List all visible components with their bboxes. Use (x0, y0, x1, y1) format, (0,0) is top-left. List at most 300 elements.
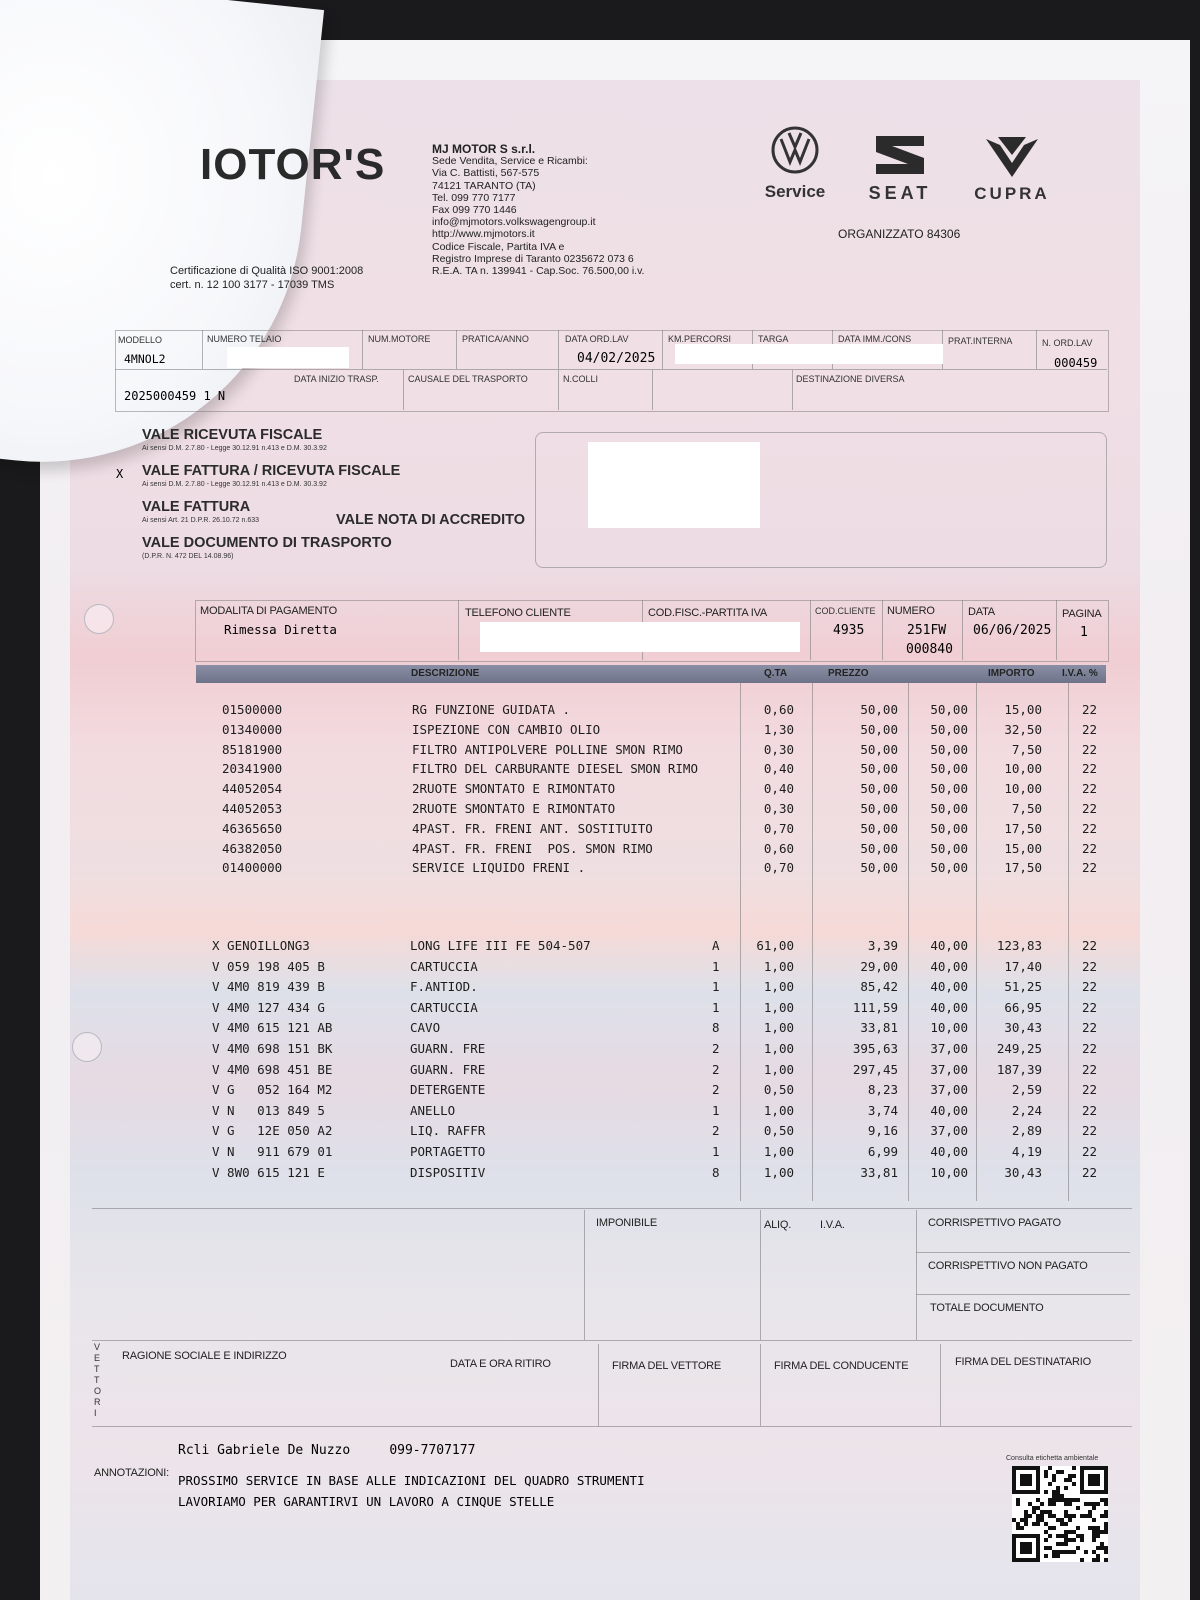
divider (403, 370, 404, 410)
seat-logo (855, 132, 945, 204)
cell-vat: 22 (1082, 860, 1098, 876)
table-row (0, 938, 1200, 958)
cell-amount: 10,00 (1004, 781, 1042, 797)
cell-code: X GENOILLONG3 (212, 938, 310, 953)
cell-description: CAVO (410, 1020, 441, 1036)
cell-amount: 32,50 (1004, 721, 1042, 737)
divider (916, 1210, 917, 1340)
qr-code[interactable] (1012, 1466, 1108, 1562)
company-line: Registro Imprese di Taranto 0235672 073 6 (432, 252, 634, 265)
divider (652, 370, 653, 410)
divider (598, 1344, 599, 1426)
cert-number: cert. n. 12 100 3177 - 17039 TMS (170, 279, 335, 291)
label-n-ord: N. ORD.LAV (1042, 338, 1093, 348)
header-descrizione: DESCRIZIONE (411, 668, 480, 679)
cell-code: V 4M0 615 121 AB (212, 1020, 333, 1036)
label-aliq: ALIQ. (764, 1219, 792, 1231)
cell-discount: 50,00 (930, 721, 968, 737)
cell-description: F.ANTIOD. (410, 979, 478, 995)
cell-description: LIQ. RAFFR (410, 1123, 486, 1139)
company-line: Sede Vendita, Service e Ricambi: (432, 155, 588, 168)
cell-class: 1 (712, 999, 720, 1015)
divider (458, 600, 459, 660)
divider (760, 1210, 761, 1340)
modello-value: 4MNOL2 (124, 352, 166, 366)
cell-price: 3,74 (867, 1102, 898, 1118)
cell-discount: 50,00 (930, 702, 968, 717)
cell-vat: 22 (1082, 840, 1098, 856)
cell-description: CARTUCCIA (410, 999, 478, 1015)
cell-vat: 22 (1082, 781, 1098, 797)
cell-vat: 22 (1082, 1102, 1098, 1118)
cell-quantity: 1,30 (763, 721, 794, 737)
cell-vat: 22 (1082, 1041, 1098, 1056)
cell-quantity: 1,00 (763, 999, 794, 1015)
option-title: VALE DOCUMENTO DI TRASPORTO (142, 535, 392, 551)
table-row (0, 979, 1200, 999)
cell-class: 1 (712, 1144, 720, 1159)
cell-class: 2 (712, 1041, 720, 1056)
cell-code: 01500000 (222, 702, 283, 717)
label-imponibile: IMPONIBILE (596, 1217, 657, 1229)
cell-quantity: 0,30 (763, 801, 794, 816)
cell-quantity: 0,40 (763, 761, 794, 777)
cell-description: GUARN. FRE (410, 1061, 486, 1077)
cell-amount: 17,50 (1004, 820, 1042, 836)
label-data-inizio: DATA INIZIO TRASP. (294, 374, 379, 384)
seat-icon (872, 132, 928, 178)
cell-code: 44052054 (222, 781, 283, 797)
cell-code: 85181900 (222, 741, 283, 757)
cell-vat: 22 (1082, 741, 1098, 757)
label-annotazioni: ANNOTAZIONI: (94, 1467, 170, 1479)
cell-discount: 40,00 (930, 979, 968, 995)
qr-code-icon (1012, 1466, 1108, 1562)
cell-quantity: 61,00 (756, 938, 794, 953)
cell-vat: 22 (1082, 761, 1098, 777)
cell-vat: 22 (1082, 1123, 1098, 1139)
cell-vat: 22 (1082, 958, 1098, 974)
cell-description: FILTRO ANTIPOLVERE POLLINE SMON RIMO (412, 741, 683, 757)
table-row (0, 1041, 1200, 1061)
label-modello: MODELLO (118, 335, 163, 345)
pagina-value: 1 (1080, 625, 1088, 640)
table-header (196, 665, 1106, 683)
divider (115, 369, 1107, 370)
label-targa: TARGA (758, 334, 789, 344)
divider (362, 330, 363, 369)
divider (810, 600, 811, 660)
cell-class: 1 (712, 979, 720, 995)
cell-vat: 22 (1082, 1144, 1098, 1159)
cell-discount: 10,00 (930, 1164, 968, 1180)
qr-caption: Consulta etichetta ambientale (1006, 1455, 1099, 1462)
cell-amount: 10,00 (1004, 761, 1042, 777)
cell-price: 111,59 (852, 999, 898, 1015)
cell-code: V 8W0 615 121 E (212, 1164, 325, 1180)
cell-amount: 30,43 (1004, 1020, 1042, 1036)
table-row (0, 761, 1200, 781)
cell-discount: 37,00 (930, 1123, 968, 1139)
note-line-2: LAVORIAMO PER GARANTIRVI UN LAVORO A CINQUE STELLE (178, 1494, 555, 1509)
cupra-icon (984, 135, 1040, 179)
label-motore: NUM.MOTORE (368, 334, 431, 344)
divider (916, 1294, 1130, 1295)
cell-amount: 66,95 (1004, 999, 1042, 1015)
option-subtitle: Ai sensi D.M. 2.7.80 - Legge 30.12.91 n.413 e D.M. 30.3.92 (142, 445, 327, 452)
company-line: http://www.mjmotors.it (432, 228, 535, 241)
codcliente-value: 4935 (833, 623, 865, 638)
cell-price: 50,00 (860, 741, 898, 757)
cell-code: V N 911 679 01 (212, 1144, 333, 1159)
divider (882, 600, 883, 660)
cell-amount: 4,19 (1011, 1144, 1042, 1159)
contact-line: Rcli Gabriele De Nuzzo 099-7707177 (178, 1443, 476, 1458)
cell-quantity: 0,30 (763, 741, 794, 757)
cell-quantity: 1,00 (763, 1020, 794, 1036)
vettori-letter: V (94, 1342, 101, 1352)
cell-price: 50,00 (860, 761, 898, 777)
document-type-options (110, 425, 530, 565)
label-data-ord: DATA ORD.LAV (565, 334, 629, 344)
n-ord-value: 000459 (1054, 356, 1098, 370)
vw-icon (770, 125, 820, 175)
cell-class: 8 (712, 1020, 720, 1036)
cell-class: 1 (712, 1102, 720, 1118)
cell-amount: 123,83 (996, 938, 1042, 953)
divider (792, 370, 793, 410)
note-line-1: PROSSIMO SERVICE IN BASE ALLE INDICAZIONI DEL QUADRO STRUMENTI (178, 1473, 645, 1488)
cell-code: 46365650 (222, 820, 283, 836)
table-row (0, 1103, 1200, 1123)
company-line: Tel. 099 770 7177 (432, 191, 516, 204)
cell-amount: 2,59 (1011, 1082, 1042, 1098)
divider (92, 1426, 1132, 1427)
label-modalita: MODALITA DI PAGAMENTO (200, 605, 337, 617)
cell-class: 8 (712, 1164, 720, 1180)
cell-amount: 15,00 (1004, 840, 1042, 856)
cell-price: 3,39 (867, 938, 898, 953)
cell-vat: 22 (1082, 702, 1098, 717)
cell-description: RG FUNZIONE GUIDATA . (412, 702, 571, 717)
option-mark: X (116, 467, 124, 481)
vw-service-label: Service (764, 182, 826, 201)
label-codcliente: COD.CLIENTE (815, 606, 876, 616)
cell-quantity: 1,00 (763, 1061, 794, 1077)
label-firma-destinatario: FIRMA DEL DESTINATARIO (955, 1356, 1091, 1368)
label-firma-conducente: FIRMA DEL CONDUCENTE (774, 1360, 909, 1372)
cupra-label: CUPRA (974, 184, 1050, 203)
cell-discount: 50,00 (930, 741, 968, 757)
cell-description: PORTAGETTO (410, 1144, 486, 1159)
cell-discount: 50,00 (930, 860, 968, 876)
option-subtitle: (D.P.R. N. 472 DEL 14.08.96) (142, 553, 234, 560)
cell-amount: 2,89 (1011, 1123, 1042, 1139)
cell-quantity: 0,70 (763, 820, 794, 836)
divider (202, 330, 203, 369)
divider (558, 370, 559, 410)
cell-quantity: 0,40 (763, 781, 794, 797)
option-nota-accredito[interactable]: VALE NOTA DI ACCREDITO (336, 512, 526, 528)
divider (584, 1210, 585, 1340)
cell-description: FILTRO DEL CARBURANTE DIESEL SMON RIMO (412, 761, 698, 777)
label-data-ritiro: DATA E ORA RITIRO (450, 1358, 551, 1370)
option-title: VALE FATTURA / RICEVUTA FISCALE (142, 463, 401, 479)
cell-amount: 17,50 (1004, 860, 1042, 876)
cell-price: 9,16 (867, 1123, 898, 1139)
cell-price: 29,00 (860, 958, 898, 974)
data-value: 06/06/2025 (973, 623, 1052, 638)
table-row (0, 1082, 1200, 1102)
cell-amount: 30,43 (1004, 1164, 1042, 1180)
label-pagina: PAGINA (1062, 608, 1102, 620)
cell-code: V 059 198 405 B (212, 958, 325, 974)
cell-code: 01400000 (222, 860, 283, 876)
header-importo: IMPORTO (988, 668, 1035, 679)
seat-label: SEAT (868, 183, 932, 203)
cell-price: 33,81 (860, 1020, 898, 1036)
cell-description: DETERGENTE (410, 1082, 486, 1098)
cell-price: 50,00 (860, 840, 898, 856)
vettori-letter: I (94, 1408, 97, 1418)
cell-discount: 40,00 (930, 999, 968, 1015)
cell-discount: 50,00 (930, 840, 968, 856)
cell-description: 4PAST. FR. FRENI ANT. SOSTITUITO (412, 820, 653, 836)
company-line: Codice Fiscale, Partita IVA e (432, 240, 565, 253)
cell-price: 50,00 (860, 702, 898, 717)
company-line: R.E.A. TA n. 139941 - Cap.Soc. 76.500,00 i.v. (432, 265, 645, 278)
company-name: MJ MOTOR S s.r.l. (432, 142, 536, 156)
label-destinazione: DESTINAZIONE DIVERSA (796, 374, 905, 384)
cell-class: 2 (712, 1061, 720, 1077)
cell-vat: 22 (1082, 1061, 1098, 1077)
cell-discount: 40,00 (930, 1144, 968, 1159)
cell-description: LONG LIFE III FE 504-507 (410, 938, 591, 953)
vw-logo (760, 125, 830, 202)
cell-vat: 22 (1082, 938, 1098, 953)
data-ord-value: 04/02/2025 (577, 351, 656, 366)
company-line: Fax 099 770 1446 (432, 204, 517, 217)
company-line: 74121 TARANTO (TA) (432, 179, 536, 192)
cell-price: 50,00 (860, 860, 898, 876)
table-row (0, 1123, 1200, 1143)
cell-amount: 187,39 (996, 1061, 1042, 1077)
cell-code: V N 013 849 5 (212, 1102, 325, 1118)
cell-amount: 17,40 (1004, 958, 1042, 974)
company-line: Via C. Battisti, 567-575 (432, 167, 540, 180)
table-row (0, 702, 1200, 722)
cell-description: 2RUOTE SMONTATO E RIMONTATO (412, 781, 616, 797)
vettori-letter: O (94, 1386, 102, 1396)
cell-discount: 40,00 (930, 958, 968, 974)
cell-discount: 50,00 (930, 781, 968, 797)
cell-class: 2 (712, 1123, 720, 1139)
header-qta: Q.TA (764, 668, 788, 679)
cell-quantity: 1,00 (763, 958, 794, 974)
divider (558, 330, 559, 369)
cell-quantity: 1,00 (763, 1144, 794, 1159)
cell-discount: 50,00 (930, 801, 968, 816)
cell-discount: 50,00 (930, 761, 968, 777)
divider (1056, 600, 1057, 660)
cell-amount: 7,50 (1011, 801, 1042, 816)
cell-price: 50,00 (860, 781, 898, 797)
cell-quantity: 0,70 (763, 860, 794, 876)
company-line: info@mjmotors.volkswagengroup.it (432, 216, 596, 229)
cell-price: 8,23 (867, 1082, 898, 1098)
organizzato: ORGANIZZATO 84306 (838, 227, 961, 241)
label-data-imm: DATA IMM./CONS (838, 334, 912, 344)
label-pratica: PRATICA/ANNO (462, 334, 529, 344)
label-ragione-sociale: RAGIONE SOCIALE E INDIRIZZO (122, 1350, 287, 1362)
vettori-letter: R (94, 1397, 101, 1407)
label-corrispettivo-pagato: CORRISPETTIVO PAGATO (928, 1217, 1061, 1229)
cell-code: V G 052 164 M2 (212, 1082, 333, 1098)
protocollo-value: 2025000459 1 N (124, 389, 226, 403)
cell-price: 6,99 (867, 1144, 898, 1159)
cell-code: 01340000 (222, 721, 283, 737)
option-subtitle: Ai sensi D.M. 2.7.80 - Legge 30.12.91 n.413 e D.M. 30.3.92 (142, 481, 327, 488)
vettori-letter: T (94, 1375, 100, 1385)
cell-discount: 37,00 (930, 1061, 968, 1077)
table-row (0, 722, 1200, 742)
label-firma-vettore: FIRMA DEL VETTORE (612, 1360, 722, 1372)
redacted-telefono-codfisc (480, 622, 800, 652)
divider (92, 1208, 1132, 1209)
redacted-km-targa (675, 344, 943, 364)
numero-value-1: 251FW (907, 623, 947, 638)
label-iva: I.V.A. (820, 1219, 845, 1231)
divider (92, 1340, 1132, 1341)
label-numero: NUMERO (887, 605, 935, 617)
table-row (0, 1000, 1200, 1020)
cell-price: 50,00 (860, 801, 898, 816)
cell-amount: 15,00 (1004, 702, 1042, 717)
cell-price: 50,00 (860, 721, 898, 737)
cell-quantity: 0,50 (763, 1123, 794, 1139)
cell-code: V 4M0 819 439 B (212, 979, 325, 995)
cell-class: A (712, 938, 720, 953)
header-iva: I.V.A. % (1062, 668, 1098, 679)
cell-code: V 4M0 698 151 BK (212, 1041, 333, 1056)
table-row (0, 959, 1200, 979)
label-telefono: TELEFONO CLIENTE (465, 607, 571, 619)
table-row (0, 1144, 1200, 1164)
table-row (0, 1062, 1200, 1082)
cell-description: 2RUOTE SMONTATO E RIMONTATO (412, 801, 616, 816)
table-row (0, 801, 1200, 821)
divider (940, 1344, 941, 1426)
option-title: VALE FATTURA (142, 499, 251, 515)
vettori-letter: T (94, 1364, 100, 1374)
label-data: DATA (968, 606, 995, 618)
cell-amount: 7,50 (1011, 741, 1042, 757)
cell-price: 33,81 (860, 1164, 898, 1180)
cell-description: 4PAST. FR. FRENI POS. SMON RIMO (412, 840, 653, 856)
cell-vat: 22 (1082, 1164, 1098, 1180)
cell-description: ISPEZIONE CON CAMBIO OLIO (412, 721, 601, 737)
numero-value-2: 000840 (906, 642, 953, 657)
divider (916, 1252, 1130, 1253)
table-row (0, 821, 1200, 841)
label-codfisc: COD.FISC.-PARTITA IVA (648, 607, 768, 619)
divider (1036, 330, 1037, 369)
cell-vat: 22 (1082, 999, 1098, 1015)
label-colli: N.COLLI (563, 374, 599, 384)
label-corrispettivo-non-pagato: CORRISPETTIVO NON PAGATO (928, 1260, 1088, 1272)
cell-price: 85,42 (860, 979, 898, 995)
redacted-telaio (227, 347, 349, 368)
vettori-letter: E (94, 1353, 101, 1363)
cell-discount: 40,00 (930, 938, 968, 953)
cell-discount: 37,00 (930, 1082, 968, 1098)
label-km: KM.PERCORSI (668, 334, 732, 344)
cell-vat: 22 (1082, 801, 1098, 816)
option-subtitle: Ai sensi Art. 21 D.P.R. 26.10.72 n.633 (142, 517, 260, 524)
cell-discount: 50,00 (930, 820, 968, 836)
redacted-customer-address (588, 442, 760, 528)
cell-discount: 10,00 (930, 1020, 968, 1036)
cell-description: ANELLO (410, 1102, 456, 1118)
divider (456, 330, 457, 369)
cell-code: V G 12E 050 A2 (212, 1123, 333, 1139)
cell-quantity: 0,60 (763, 702, 794, 717)
cupra-logo (958, 135, 1066, 204)
company-logo-text: IOTOR'S (200, 140, 386, 189)
cell-quantity: 1,00 (763, 1102, 794, 1118)
cell-vat: 22 (1082, 820, 1098, 836)
divider (962, 600, 963, 660)
cell-quantity: 1,00 (763, 979, 794, 995)
table-row (0, 742, 1200, 762)
divider (662, 330, 663, 369)
cell-class: 2 (712, 1082, 720, 1098)
table-row (0, 1020, 1200, 1040)
label-causale: CAUSALE DEL TRASPORTO (408, 374, 528, 384)
cell-discount: 37,00 (930, 1041, 968, 1056)
table-row (0, 1165, 1200, 1185)
punch-hole (84, 604, 114, 634)
cell-code: 44052053 (222, 801, 283, 816)
cell-quantity: 0,50 (763, 1082, 794, 1098)
header-prezzo: PREZZO (828, 668, 869, 679)
cell-description: DISPOSITIV (410, 1164, 486, 1180)
divider (760, 1344, 761, 1426)
cell-price: 297,45 (852, 1061, 898, 1077)
cell-description: SERVICE LIQUIDO FRENI . (412, 860, 586, 876)
cell-description: CARTUCCIA (410, 958, 478, 974)
table-row (0, 841, 1200, 861)
cell-amount: 51,25 (1004, 979, 1042, 995)
cell-quantity: 1,00 (763, 1164, 794, 1180)
cell-description: GUARN. FRE (410, 1041, 486, 1056)
cell-code: 46382050 (222, 840, 283, 856)
label-telaio: NUMERO TELAIO (207, 334, 282, 344)
cell-vat: 22 (1082, 1020, 1098, 1036)
cell-vat: 22 (1082, 721, 1098, 737)
option-title: VALE RICEVUTA FISCALE (142, 427, 323, 443)
table-row (0, 781, 1200, 801)
cell-quantity: 0,60 (763, 840, 794, 856)
cell-class: 1 (712, 958, 720, 974)
cell-quantity: 1,00 (763, 1041, 794, 1056)
cell-vat: 22 (1082, 979, 1098, 995)
certification: Certificazione di Qualità ISO 9001:2008 (170, 265, 364, 277)
cell-discount: 40,00 (930, 1102, 968, 1118)
cell-amount: 249,25 (996, 1041, 1042, 1056)
table-row (0, 860, 1200, 880)
vettori-vertical-label (94, 1342, 104, 1419)
